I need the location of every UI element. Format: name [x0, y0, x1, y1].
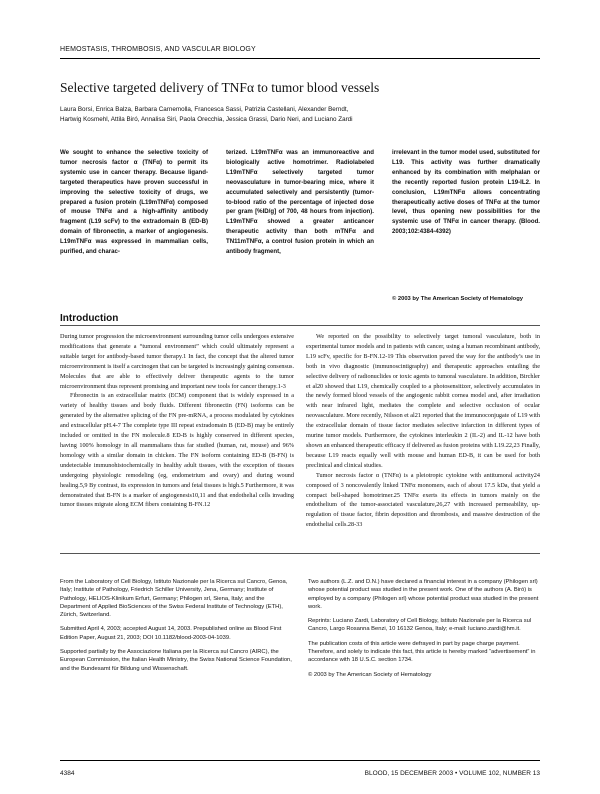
abstract-col-1: We sought to enhance the selective toxicity of tumor necrosis factor α (TNFα) to permit its systemic use in cancer therapy. Because ligand-targeted therapeutics have proven successful in improving the selective toxicity of drugs, we prepared a fusion protein (L19mTNFα) composed of mouse TNFα and a high-affinity antibody fragment (L19 scFv) to the extradomain B (ED-B) domain of fibronectin, a marker of angiogenesis. L19mTNFα was expressed in mammalian cells, purified, and charac-: [60, 149, 208, 256]
footnote-rule: [60, 553, 540, 554]
publication-cost-note: The publication costs of this article were defrayed in part by page charge payment. Therefore, and solely to indicate this fact, this article is hereby marked “advertisement” in accordance with 18 U.S.C. section 1734.: [308, 640, 536, 664]
intro-paragraph: We reported on the possibility to selectively target tumoral vasculature, both in experimental tumor models and in patients with cancer, using a human recombinant antibody, L19 scFv, specific for B-FN.12-19 This observation paved the way for the antibody’s use in both in vivo diagnostic (immunoscintigraphy) and therapeutic approaches entailing the selective delivery of radionuclides or toxic agents to tumoral vasculature. In addition, Birchler et al20 showed that L19, chemically coupled to a photosensitizer, selectively accumulates in the newly formed blood vessels of the angiogenic rabbit cornea model and, after irradiation with near infrared light, mediates the complete and selective occlusion of ocular neovasculature. More recently, Nilsson et al21 reported that the immunoconjugate of L19 with the extracellular domain of tissue factor mediates selective infarction in different types of murine tumor models. Furthermore, the cytokines interleukin 2 (IL-2) and IL-12 have both shown an enhanced therapeutic efficacy if delivered as fusion proteins with L19.22,23 Finally, because L19 reacts equally well with mouse and human ED-B, it can be used for both preclinical and clinical studies.: [306, 333, 540, 469]
section-header: HEMOSTASIS, THROMBOSIS, AND VASCULAR BIOLOGY: [60, 46, 256, 53]
abstract-col-2: terized. L19mTNFα was an immunoreactive and biologically active homotrimer. Radiolabeled L19mTNFα selectively targeted tumor neovasculature in tumor-bearing mice, where it accumulated selectively and persistently (tumor-to-blood ratio of the percentage of injected dose per gram [%ID/g] of 700, 48 hours from injection). L19mTNFα showed a greater anticancer therapeutic activity than both mTNFα and TN11mTNFα, a control fusion protein in which an antibody fragment,: [226, 149, 374, 256]
intro-right-column: [306, 332, 540, 530]
intro-heading: Introduction: [60, 313, 119, 324]
author-list: [60, 105, 540, 125]
page-number: 4384: [60, 770, 75, 777]
footnotes-right: [308, 578, 540, 685]
conflict-note: Two authors (L.Z. and D.N.) have declared a financial interest in a company (Philogen srl) whose potential product was studied in the present work. One of the authors (A. Biró) is employed by a company (Philogen srl) whose potential product was studied in the present work.: [308, 579, 539, 610]
authors-line-2: Hartwig Kosmehl, Attila Biró, Annalisa Siri, Paola Orecchia, Jessica Grassi, Dario Neri, and Luciano Zardi: [60, 116, 353, 123]
intro-rule: [60, 325, 540, 326]
intro-left-column: [60, 332, 294, 510]
footnotes-left: [60, 578, 292, 679]
abstract-copyright: © 2003 by The American Society of Hematology: [392, 296, 523, 302]
authors-line-1: Laura Borsi, Enrica Balza, Barbara Carnemolla, Francesca Sassi, Patrizia Castellani, Alexander Berndt,: [60, 106, 349, 113]
footer-rule: [60, 760, 540, 761]
affiliations-note: From the Laboratory of Cell Biology, Istituto Nazionale per la Ricerca sul Cancro, Genoa, Italy; Institute of Pathology, Friedrich Schiller University, Jena, Germany; Institute of Pathology, HELIOS-Klinikum Erfurt, Germany; Philogen srl, Siena, Italy; and the Department of Applied BioSciences of the Swiss Federal Institute of Technology (ETH), Zürich, Switzerland.: [60, 579, 288, 619]
abstract-col-3: irrelevant in the tumor model used, substituted for L19. This activity was further dramatically enhanced by its combination with melphalan or the recently reported fusion protein L19-IL2. In conclusion, L19mTNFα allows concentrating therapeutically active doses of TNFα at the tumor level, thus opening new possibilities for the systemic use of TNFα in cancer therapy. (Blood. 2003;102:4384-4392): [392, 149, 540, 236]
funding-note: Supported partially by the Associazione Italiana per la Ricerca sul Cancro (AIRC), the European Commission, the Italian Health Ministry, the Swiss National Science Foundation, and the Bundesamt für Bildung und Wissenschaft.: [60, 649, 292, 672]
intro-paragraph: During tumor progression the microenvironment surrounding tumor cells undergoes extensive modifications that generate a “tumoral environment” which could ultimately represent a suitable target for antibody-based tumor therapy.1 In fact, the concept that the altered tumor microenvironment is itself a carcinogen that can be targeted is increasingly gaining consensus. Molecules that are able to effectively deliver therapeutic agents to the tumor microenvironment thus represent promising and important new tools for cancer therapy.1-3: [60, 333, 294, 390]
reprints-note: Reprints: Luciano Zardi, Laboratory of Cell Biology, Istituto Nazionale per la Ricerca sul Cancro, Largo Rosanna Benzi, 10 16132 Genoa, Italy; e-mail: luciano.zardi@hm.it.: [308, 618, 532, 633]
article-title: Selective targeted delivery of TNFα to tumor blood vessels: [60, 80, 380, 95]
intro-paragraph: Tumor necrosis factor α (TNFα) is a pleiotropic cytokine with antitumoral activity24 composed of 3 noncovalently linked TNFα monomers, each of about 17.5 kDa, that yield a compact bell-shaped homotrimer.25 TNFα exerts its effects in tumors mainly on the endothelium of the tumor-associated vasculature,26,27 with increased permeability, up-regulation of tissue factor, fibrin deposition and thrombosis, and massive destruction of the endothelial cells.28-33: [306, 471, 540, 529]
copyright-note: © 2003 by The American Society of Hematology: [308, 671, 432, 678]
intro-paragraph: Fibronectin is an extracellular matrix (ECM) component that is widely expressed in a variety of healthy tissues and body fluids. Different fibronectin (FN) isoforms can be generated by the alternative splicing of the FN pre-mRNA, a process modulated by cytokines and extracellular pH.4-7 The complete type III repeat extradomain B (ED-B) may be entirely included or omitted in the FN molecule.8 ED-B is highly conserved in different species, having 100% homology in all mammalians thus far studied (human, rat, mouse) and 96% homology with a similar domain in chicken. The FN isoform containing ED-B (B-FN) is undetectable immunohistochemically in healthy adult tissues, with the exception of tissues undergoing physiologic remodeling (eg, endometrium and ovary) and during wound healing.5,9 By contrast, its expression in tumors and fetal tissues is high.5 Furthermore, it was demonstrated that B-FN is a marker of angiogenesis10,11 and that endothelial cells invading tumor tissues migrate along ECM fibers containing B-FN.12: [60, 392, 294, 509]
journal-citation: BLOOD, 15 DECEMBER 2003 • VOLUME 102, NUMBER 13: [364, 770, 540, 777]
header-rule: [60, 58, 540, 59]
submission-note: Submitted April 4, 2003; accepted August 14, 2003. Prepublished online as Blood First Edition Paper, August 21, 2003; DOI 10.1182/blood-2003-04-1039.: [60, 626, 282, 641]
